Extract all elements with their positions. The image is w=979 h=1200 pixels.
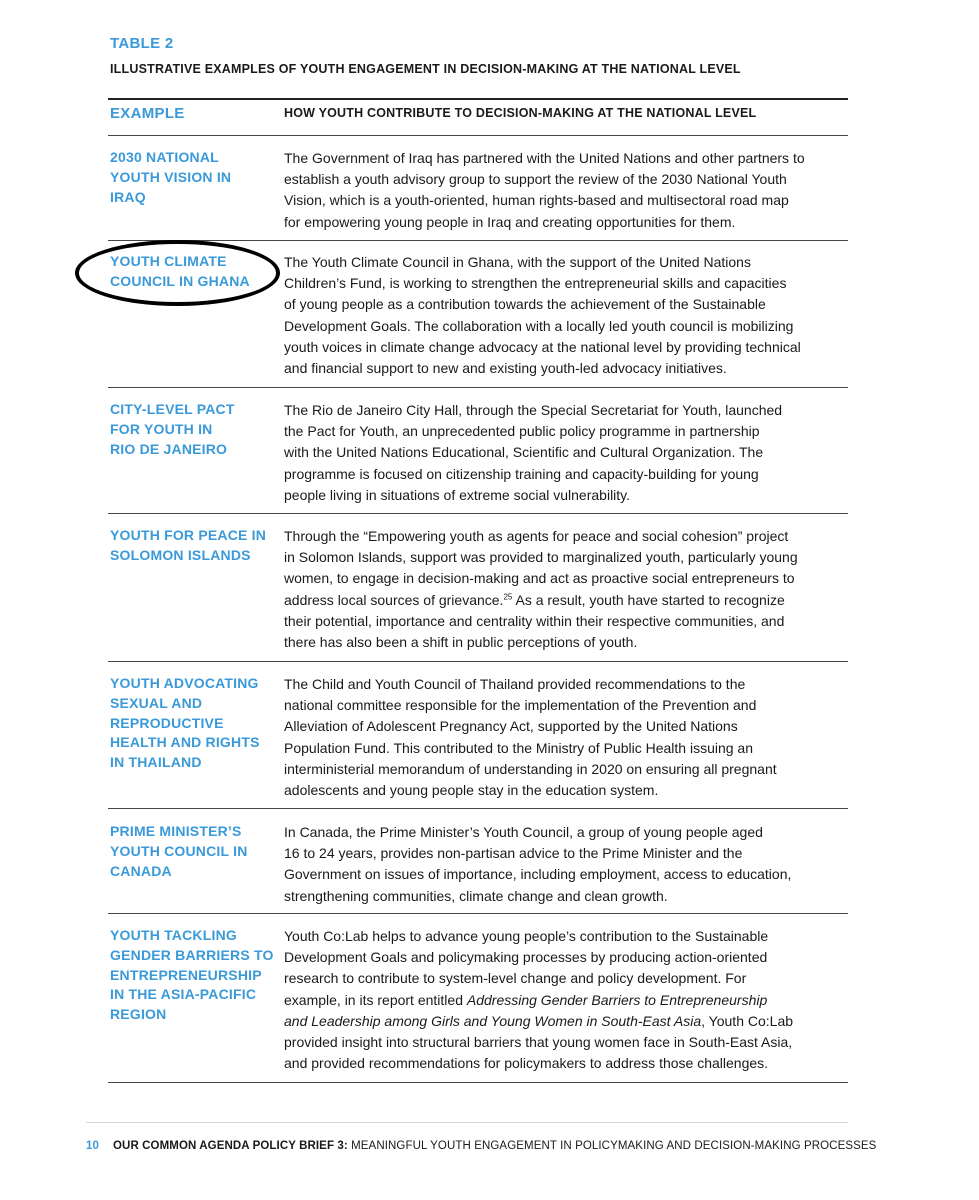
row-example: YOUTH FOR PEACE IN SOLOMON ISLANDS	[110, 527, 267, 563]
row-description: In Canada, the Prime Minister’s Youth Council, a group of young people aged 16 to 24 years, provides non-partisan advice to the Prime Minister and the Government on issues of importance, including employment, access to education, strengthening communities, climate change and clean growth.	[284, 824, 792, 904]
description-text: Through the “Empowering youth as agents for peace and social cohesion” project in Solomon Islands, support was provided to marginalized youth, particularly young women, to engage in decision-making and act as proactive social entrepreneurs to address local sources of grievance.	[284, 528, 798, 608]
row-description: The Child and Youth Council of Thailand provided recommendations to the national committee responsible for the implementation of the Prevention and Alleviation of Adolescent Pregnancy Act, supported by the United Nations Population Fund. This contributed to the Ministry of Public Health issuing an interministerial memorandum of understanding in 2020 on ensuring all pregnant adolescents and young people stay in the education system.	[284, 676, 777, 799]
table-bottom-rule	[108, 1082, 848, 1083]
footer-subtitle: MEANINGFUL YOUTH ENGAGEMENT IN POLICYMAKING AND DECISION-MAKING PROCESSES	[351, 1140, 877, 1152]
footnote-reference[interactable]: 25	[503, 591, 513, 601]
column-header-how: HOW YOUTH CONTRIBUTE TO DECISION-MAKING AT THE NATIONAL LEVEL	[284, 106, 757, 120]
page-footer	[86, 1140, 876, 1152]
footer-brief: OUR COMMON AGENDA POLICY BRIEF 3:	[113, 1140, 348, 1152]
row-example: 2030 NATIONAL YOUTH VISION IN IRAQ	[110, 149, 232, 205]
row-description: The Youth Climate Council in Ghana, with the support of the United Nations Children’s Fund, is working to strengthen the entrepreneurial skills and capacities of young people as a contribution towards the achievement of the Sustainable Development Goals. The collaboration with a locally led youth council is mobilizing youth voices in climate change advocacy at the national level by providing technical and financial support to new and existing youth-led advocacy initiatives.	[284, 254, 801, 377]
column-header-example: EXAMPLE	[110, 105, 185, 122]
description-text: Youth Co:Lab helps to advance young people’s contribution to the Sustainable Development Goals and policymaking processes by producing action-oriented research to contribute to system-level change and policy development. For example, in its report entitled	[284, 928, 769, 1008]
row-example: CITY-LEVEL PACT FOR YOUTH IN RIO DE JANEIRO	[110, 401, 235, 457]
report-title: Addressing Gender Barriers to Entrepreneurship and Leadership among Girls and Young Women in South-East Asia	[284, 991, 768, 1029]
row-example: PRIME MINISTER’S YOUTH COUNCIL IN CANADA	[110, 823, 248, 879]
row-example: YOUTH CLIMATE COUNCIL IN GHANA	[110, 253, 250, 289]
row-divider	[108, 808, 848, 809]
row-description: The Government of Iraq has partnered with the United Nations and other partners to establish a youth advisory group to support the review of the 2030 National Youth Vision, which is a youth-oriented, human rights-based and multisectoral road map for empowering young people in Iraq and creating opportunities for them.	[284, 150, 805, 230]
row-divider	[108, 913, 848, 914]
row-divider	[108, 387, 848, 388]
row-description: The Rio de Janeiro City Hall, through the Special Secretariat for Youth, launched the Pact for Youth, an unprecedented public policy programme in partnership with the United Nations Educational, Scientific and Cultural Organization. The programme is focused on citizenship training and capacity-building for young people living in situations of extreme social vulnerability.	[284, 402, 783, 503]
header-rule	[108, 135, 848, 136]
row-divider	[108, 661, 848, 662]
hand-drawn-circle-annotation	[75, 240, 280, 306]
table-top-rule	[108, 98, 848, 100]
footer-rule	[86, 1122, 848, 1123]
description-text: , Youth Co:Lab provided insight into structural barriers that young women face in South-East Asia, and provided recommendations for policymakers to address those challenges.	[284, 1012, 794, 1072]
row-description	[284, 926, 840, 1074]
row-divider	[108, 240, 848, 241]
table-label: TABLE 2	[110, 35, 174, 52]
page-number: 10	[86, 1140, 99, 1152]
row-description	[284, 526, 840, 653]
description-text: As a result, youth have started to recognize their potential, importance and centrality within their respective communities, and there has also been a shift in public perceptions of youth.	[284, 591, 785, 651]
row-example: YOUTH ADVOCATING SEXUAL AND REPRODUCTIVE HEALTH AND RIGHTS IN THAILAND	[110, 675, 260, 771]
row-example: YOUTH TACKLING GENDER BARRIERS TO ENTREPRENEURSHIP IN THE ASIA-PACIFIC REGION	[110, 927, 274, 1023]
table-title: ILLUSTRATIVE EXAMPLES OF YOUTH ENGAGEMENT IN DECISION-MAKING AT THE NATIONAL LEVEL	[110, 62, 741, 76]
row-divider	[108, 513, 848, 514]
